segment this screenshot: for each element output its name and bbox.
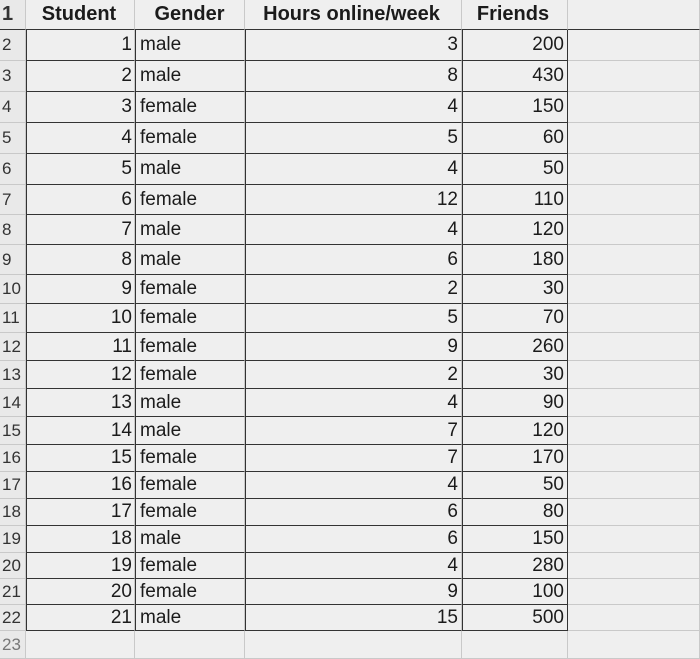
student-cell[interactable]: 8 [26,245,135,275]
table-row [0,417,700,445]
friends-cell[interactable]: 280 [462,553,568,579]
gender-cell[interactable]: female [135,472,245,499]
table-row [0,123,700,154]
table-row [0,185,700,215]
student-cell[interactable]: 14 [26,417,135,445]
hours-cell[interactable]: 6 [245,245,462,275]
student-cell[interactable]: 20 [26,579,135,605]
hours-cell[interactable]: 2 [245,361,462,389]
table-row [0,605,700,631]
friends-cell[interactable]: 80 [462,499,568,526]
student-cell[interactable]: 9 [26,275,135,304]
friends-cell[interactable]: 50 [462,154,568,185]
empty-cell[interactable] [568,605,700,631]
header-student[interactable]: Student [26,0,135,30]
friends-cell[interactable]: 90 [462,389,568,417]
hours-cell[interactable]: 7 [245,417,462,445]
header-hours[interactable]: Hours online/week [245,0,462,30]
row-number[interactable]: 13 [0,361,26,389]
friends-cell[interactable]: 200 [462,30,568,61]
empty-cell[interactable] [568,526,700,553]
empty-cell[interactable] [568,445,700,472]
empty-cell[interactable] [568,333,700,361]
gender-cell[interactable]: female [135,361,245,389]
empty-cell[interactable] [568,123,700,154]
friends-cell[interactable]: 120 [462,215,568,245]
student-cell[interactable]: 4 [26,123,135,154]
hours-cell[interactable]: 4 [245,154,462,185]
empty-cell[interactable] [568,245,700,275]
row-number[interactable]: 15 [0,417,26,445]
student-cell[interactable]: 7 [26,215,135,245]
empty-cell[interactable] [568,417,700,445]
table-row [0,61,700,92]
table-row [0,526,700,553]
gender-cell[interactable]: female [135,123,245,154]
hours-cell[interactable]: 4 [245,472,462,499]
empty-cell[interactable] [568,185,700,215]
table-row [0,445,700,472]
friends-cell[interactable]: 150 [462,526,568,553]
friends-cell[interactable]: 150 [462,92,568,123]
hours-cell[interactable]: 12 [245,185,462,215]
empty-cell[interactable] [568,154,700,185]
hours-cell[interactable]: 4 [245,553,462,579]
hours-cell[interactable]: 9 [245,579,462,605]
row-number[interactable]: 9 [0,245,26,275]
gender-cell[interactable]: female [135,553,245,579]
gender-cell[interactable]: male [135,605,245,631]
row-number[interactable]: 3 [0,61,26,92]
row-number[interactable]: 8 [0,215,26,245]
friends-cell[interactable]: 100 [462,579,568,605]
empty-cell[interactable] [245,631,462,659]
gender-cell[interactable]: male [135,215,245,245]
empty-cell[interactable] [568,30,700,61]
table-row [0,30,700,61]
table-row [0,92,700,123]
hours-cell[interactable]: 5 [245,304,462,333]
gender-cell[interactable]: male [135,245,245,275]
row-number[interactable]: 14 [0,389,26,417]
row-number[interactable]: 22 [0,605,26,631]
empty-cell[interactable] [568,92,700,123]
row-number[interactable]: 18 [0,499,26,526]
empty-cell[interactable] [568,553,700,579]
table-row [0,333,700,361]
gender-cell[interactable]: male [135,61,245,92]
gender-cell[interactable]: female [135,304,245,333]
table-row [0,245,700,275]
empty-cell[interactable] [568,304,700,333]
student-cell[interactable]: 21 [26,605,135,631]
gender-cell[interactable]: female [135,445,245,472]
trailing-row [0,631,700,659]
gender-cell[interactable]: male [135,389,245,417]
gender-cell[interactable]: male [135,417,245,445]
hours-cell[interactable]: 6 [245,526,462,553]
table-row [0,389,700,417]
friends-cell[interactable]: 110 [462,185,568,215]
row-number[interactable]: 23 [0,631,26,659]
row-number[interactable]: 12 [0,333,26,361]
row-number[interactable]: 16 [0,445,26,472]
row-number[interactable]: 10 [0,275,26,304]
empty-cell[interactable] [568,631,700,659]
table-row [0,472,700,499]
empty-cell[interactable] [568,215,700,245]
row-number[interactable]: 4 [0,92,26,123]
row-number[interactable]: 5 [0,123,26,154]
student-cell[interactable]: 16 [26,472,135,499]
friends-cell[interactable]: 30 [462,361,568,389]
table-row [0,154,700,185]
gender-cell[interactable]: male [135,30,245,61]
hours-cell[interactable]: 3 [245,30,462,61]
friends-cell[interactable]: 180 [462,245,568,275]
gender-cell[interactable]: female [135,499,245,526]
friends-cell[interactable]: 500 [462,605,568,631]
gender-cell[interactable]: female [135,579,245,605]
empty-cell[interactable] [568,389,700,417]
friends-cell[interactable]: 170 [462,445,568,472]
student-cell[interactable]: 2 [26,61,135,92]
friends-cell[interactable]: 30 [462,275,568,304]
table-row [0,275,700,304]
header-row [0,0,700,30]
student-cell[interactable]: 11 [26,333,135,361]
student-cell[interactable]: 19 [26,553,135,579]
hours-cell[interactable]: 8 [245,61,462,92]
table-row [0,499,700,526]
gender-cell[interactable]: male [135,154,245,185]
row-number[interactable]: 11 [0,304,26,333]
hours-cell[interactable]: 6 [245,499,462,526]
gender-cell[interactable]: female [135,185,245,215]
student-cell[interactable]: 13 [26,389,135,417]
table-row [0,553,700,579]
hours-cell[interactable]: 4 [245,92,462,123]
table-row [0,215,700,245]
empty-cell[interactable] [568,499,700,526]
empty-cell[interactable] [462,631,568,659]
hours-cell[interactable]: 9 [245,333,462,361]
student-cell[interactable]: 10 [26,304,135,333]
empty-cell[interactable] [26,631,135,659]
hours-cell[interactable]: 5 [245,123,462,154]
student-cell[interactable]: 18 [26,526,135,553]
empty-cell[interactable] [568,361,700,389]
header-gender[interactable]: Gender [135,0,245,30]
student-cell[interactable]: 6 [26,185,135,215]
friends-cell[interactable]: 50 [462,472,568,499]
gender-cell[interactable]: male [135,526,245,553]
friends-cell[interactable]: 120 [462,417,568,445]
gender-cell[interactable]: female [135,92,245,123]
friends-cell[interactable]: 70 [462,304,568,333]
row-number[interactable]: 20 [0,553,26,579]
row-number[interactable]: 1 [0,0,26,30]
student-cell[interactable]: 1 [26,30,135,61]
hours-cell[interactable]: 4 [245,215,462,245]
table-row [0,304,700,333]
friends-cell[interactable]: 60 [462,123,568,154]
student-cell[interactable]: 3 [26,92,135,123]
empty-cell[interactable] [568,472,700,499]
row-number[interactable]: 21 [0,579,26,605]
hours-cell[interactable]: 4 [245,389,462,417]
hours-cell[interactable]: 2 [245,275,462,304]
friends-cell[interactable]: 430 [462,61,568,92]
empty-cell[interactable] [568,61,700,92]
empty-cell[interactable] [568,275,700,304]
row-number[interactable]: 2 [0,30,26,61]
empty-cell[interactable] [568,579,700,605]
row-number[interactable]: 17 [0,472,26,499]
empty-cell[interactable] [568,0,700,30]
student-cell[interactable]: 12 [26,361,135,389]
student-cell[interactable]: 17 [26,499,135,526]
table-row [0,361,700,389]
student-cell[interactable]: 5 [26,154,135,185]
row-number[interactable]: 7 [0,185,26,215]
hours-cell[interactable]: 7 [245,445,462,472]
table-row [0,579,700,605]
empty-cell[interactable] [135,631,245,659]
row-number[interactable]: 6 [0,154,26,185]
header-friends[interactable]: Friends [462,0,568,30]
student-cell[interactable]: 15 [26,445,135,472]
friends-cell[interactable]: 260 [462,333,568,361]
gender-cell[interactable]: female [135,275,245,304]
row-number[interactable]: 19 [0,526,26,553]
gender-cell[interactable]: female [135,333,245,361]
hours-cell[interactable]: 15 [245,605,462,631]
